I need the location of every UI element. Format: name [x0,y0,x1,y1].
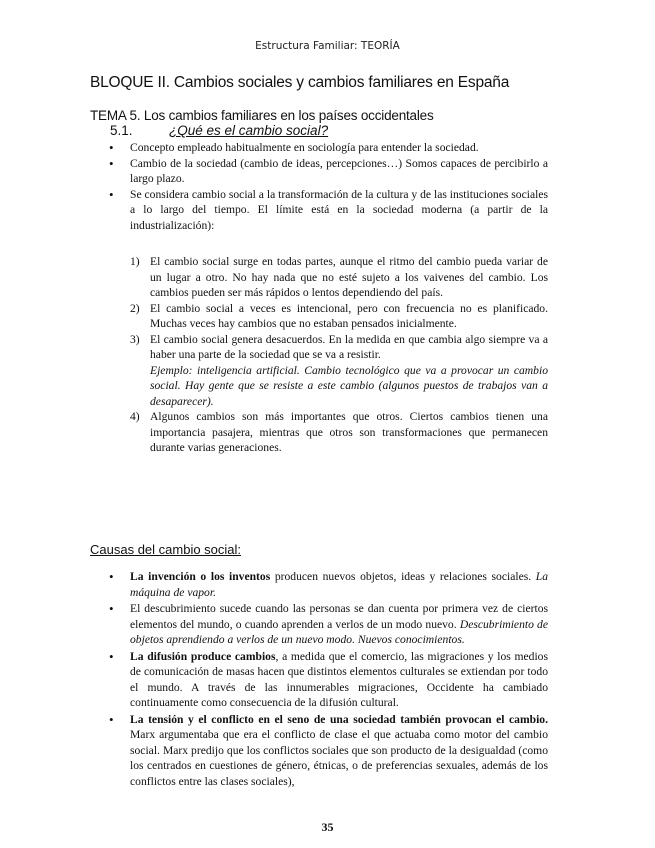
cause-term: La tensión y el conflicto en el seno de una sociedad también provocan el cambio. [130,712,548,726]
item-number: 4) [130,410,140,423]
numbered-item [130,254,548,301]
item-text: El cambio social a veces es intencional, pero con frecuencia no es planificado. Muchas veces hay cambios que no estaban pensados inicialmente. [150,301,548,330]
cause-text: producen nuevos objetos, ideas y relaciones sociales. [270,570,532,583]
section-number: 5.1. [110,123,133,138]
numbered-item [130,301,548,332]
topic-title: TEMA 5. Los cambios familiares en los países occidentales [90,108,434,123]
item-text: El cambio social surge en todas partes, aunque el ritmo del cambio pueda variar de un lugar a otro. No hay nada que no esté sujeto a los vaivenes del cambio. Los cambios pueden ser más rápidos o lentos dependiendo del país. [150,255,548,299]
cause-text: Marx argumentaba que era el conflicto de clase el que actuaba como motor del cambio social. Marx predijo que los conflictos sociales que son producto de la desigualdad (como los centrados en cuestiones de género, étnicas, o de preferencias sexuales, además de los conflictos entre las clases sociales), [130,728,548,788]
cause-term: La invención o los inventos [130,570,271,583]
section-title: ¿Qué es el cambio social? [169,123,329,138]
item-number: 3) [130,332,140,346]
page-number: 35 [321,820,334,834]
list-item [130,569,548,600]
numbered-item [130,409,548,456]
block-title: BLOQUE II. Cambios sociales y cambios familiares en España [90,74,510,91]
list-item [130,601,548,648]
cause-text: , a medida que el comercio, las migraciones y los medios de comunicación de masas hacen que distintos elementos culturales se extiendan por todo el mundo. A través de las innumerables migraciones, Occidente ha cambiado continuamente como consecuencia de la difusión cultural. [130,649,548,709]
cause-text: El descubrimiento sucede cuando las personas se dan cuenta por primera vez de ciertos elementos del mundo, o cuando aprenden a verlos de un modo nuevo. [130,602,548,631]
cause-example: La máquina de vapor. [130,570,549,599]
causes-bullet-list [130,569,548,790]
intro-bullet-list [130,140,548,233]
list-item [130,712,548,790]
example-text: Ejemplo: inteligencia artificial. Cambio tecnológico que va a provocar un cambio social. Hay gente que se resiste a este cambio (algunos puestos de trabajos van a desaparecer). [150,363,548,408]
list-item: • Se considera cambio social a la transformación de la cultura y de las instituciones sociales a lo largo del tiempo. El límite está en la sociedad moderna (a partir de la industrialización): [130,187,548,234]
running-header: Estructura Familiar: TEORÍA [255,40,400,52]
list-item: • Concepto empleado habitualmente en sociología para entender la sociedad. [130,140,548,156]
item-number: 1) [130,255,140,268]
section-5-1-heading [110,123,328,138]
cause-term: La difusión produce cambios [130,649,276,663]
causes-heading: Causas del cambio social: [90,542,242,557]
item-text: Algunos cambios son más importantes que otros. Ciertos cambios tienen una importancia pasajera, mientras que otros son transformaciones que permanecen durante varias generaciones. [150,410,548,454]
item-text: El cambio social genera desacuerdos. En la medida en que cambia algo siempre va a haber una parte de la sociedad que se va a resistir. [150,332,548,361]
numbered-item [130,332,548,410]
list-item: • Cambio de la sociedad (cambio de ideas, percepciones…) Somos capaces de percibirlo a largo plazo. [130,156,548,187]
numbered-point-list [130,254,548,456]
cause-example: Descubrimiento de objetos aprendiendo a verlos de un nuevo modo. Nuevos conocimientos. [130,617,549,646]
list-item [130,649,548,711]
item-number: 2) [130,301,140,315]
